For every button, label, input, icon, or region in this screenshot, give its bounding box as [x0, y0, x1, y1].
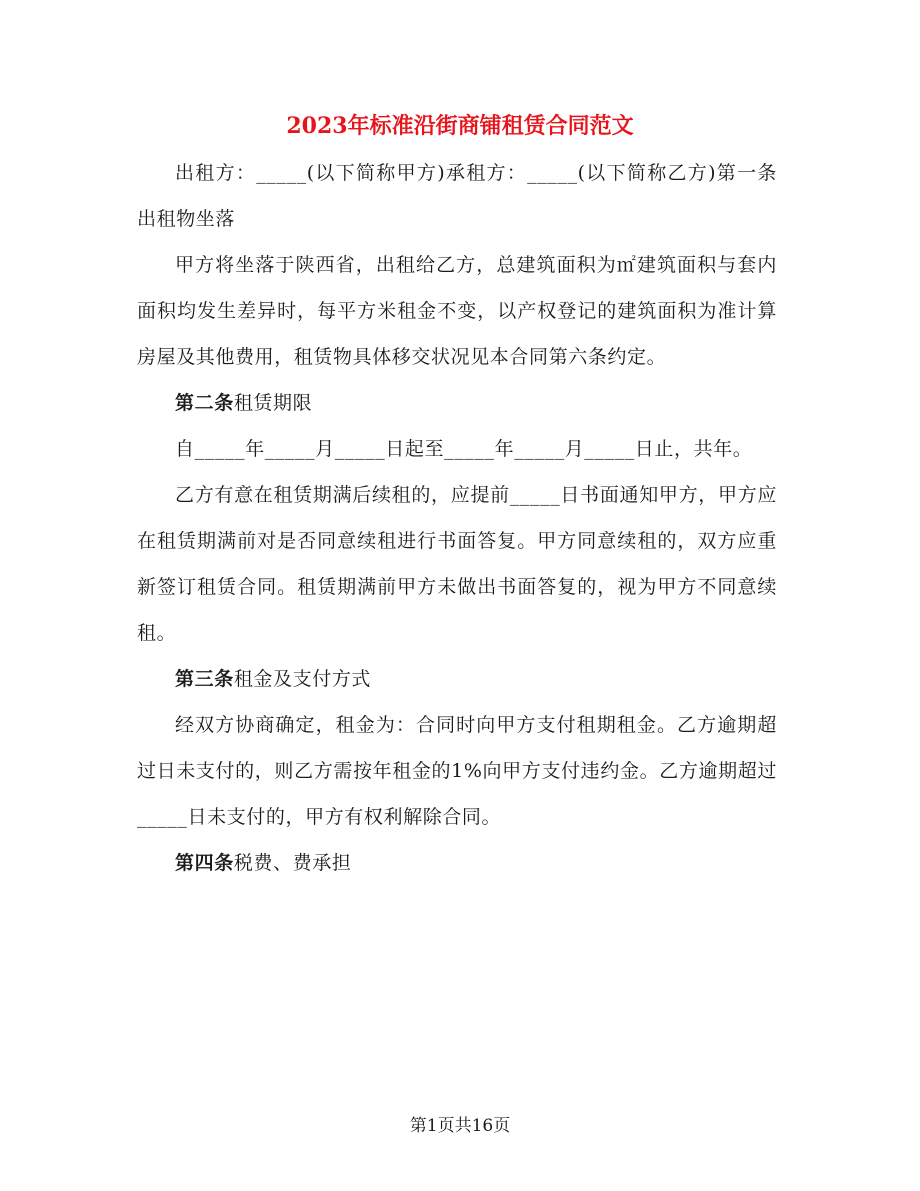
paragraph-lease-period: 自_____年_____月_____日起至_____年_____月_____日止，共年。	[175, 438, 753, 460]
paragraph-rent-payment: 经双方协商确定，租金为：合同时向甲方支付租期租金。乙方逾期超过日未支付的，则乙方需按年租金的1%向甲方支付违约金。乙方逾期超过_____日未支付的，甲方有权利解除合同。	[137, 714, 777, 828]
section-heading-2	[137, 380, 777, 426]
section-heading-3	[137, 656, 777, 702]
document-title: 2023年标准沿街商铺租赁合同范文	[286, 113, 634, 139]
section-heading-4	[137, 840, 777, 886]
section-title-3: 租金及支付方式	[233, 668, 372, 690]
document-body	[137, 150, 777, 886]
page-footer: 第1页共16页	[409, 1116, 511, 1136]
section-title-4: 税费、费承担	[233, 852, 352, 874]
section-label-3: 第三条	[175, 668, 234, 690]
section-label-4: 第四条	[175, 852, 234, 874]
paragraph-parties: 出租方：_____(以下简称甲方)承租方：_____(以下简称乙方)第一条出租物坐落	[137, 162, 777, 230]
section-label-2: 第二条	[175, 392, 234, 414]
paragraph-property-location: 甲方将坐落于陕西省，出租给乙方，总建筑面积为㎡建筑面积与套内面积均发生差异时，每平方米租金不变，以产权登记的建筑面积为准计算房屋及其他费用，租赁物具体移交状况见本合同第六条约定。	[137, 254, 777, 368]
paragraph-renewal: 乙方有意在租赁期满后续租的，应提前_____日书面通知甲方，甲方应在租赁期满前对是否同意续租进行书面答复。甲方同意续租的，双方应重新签订租赁合同。租赁期满前甲方未做出书面答复的，视为甲方不同意续租。	[137, 484, 777, 644]
section-title-2: 租赁期限	[233, 392, 313, 414]
